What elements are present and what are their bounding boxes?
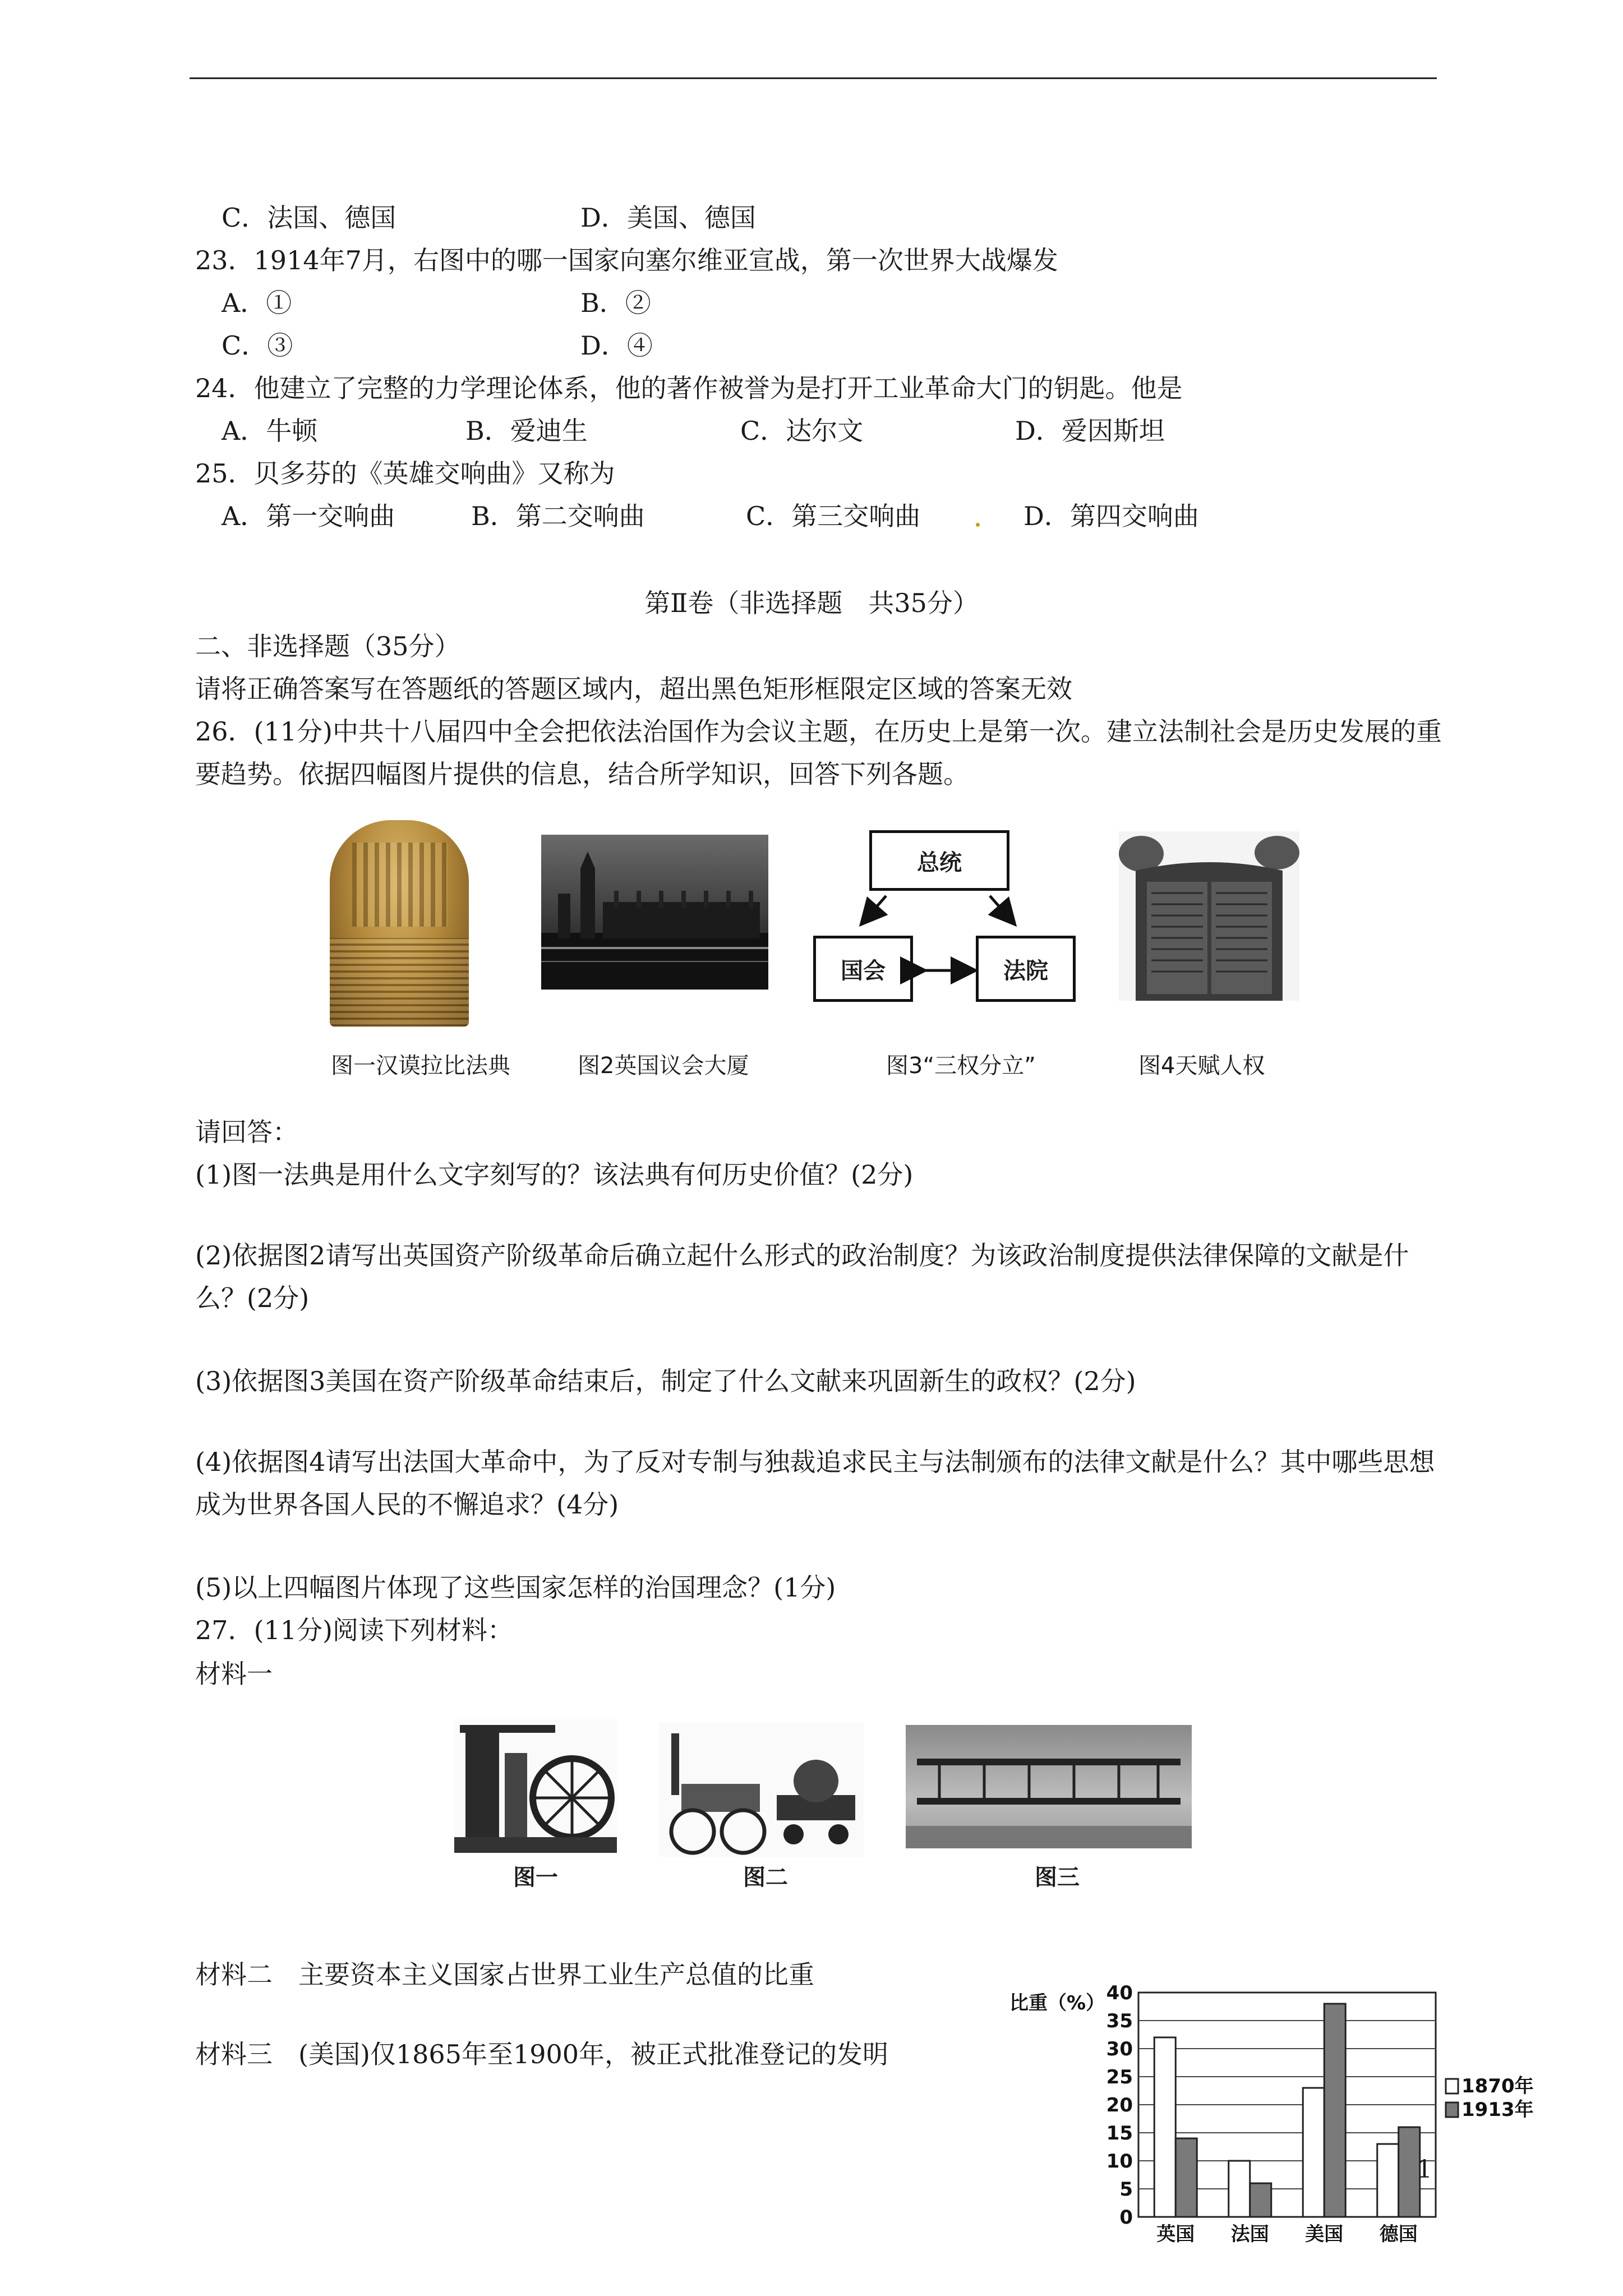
q26-stem: 26．(11分)中共十八届四中全会把依法治国作为会议主题，在历史上是第一次。建立法制社会是历史发展的重要趋势。依据四幅图片提供的信息，结合所学知识，回答下列各题。 [195,716,1442,789]
q26-sub1: (1)图一法典是用什么文字刻写的？该法典有何历史价值？(2分) [195,1159,914,1190]
y-tick-label: 15 [1106,2122,1133,2145]
q23-option-b: B．② [580,288,651,318]
stray-dot [976,523,980,527]
x-tick-label: 美国 [1305,2223,1344,2246]
x-tick-label: 英国 [1156,2223,1195,2246]
parliament-silhouette [541,835,768,990]
bar-0-0 [1154,2037,1175,2217]
q25-option-a: A．第一交响曲 [222,501,395,531]
locomotive-image [659,1722,864,1857]
q23-option-d: D．④ [580,330,653,361]
fig3-caption: 图3“三权分立” [886,1053,1036,1079]
y-tick-label: 40 [1106,1982,1133,2004]
q25-option-b: B．第二交响曲 [471,501,645,531]
q22-option-d: D．美国、德国 [580,203,756,233]
q24-stem: 24．他建立了完整的力学理论体系，他的著作被誉为是打开工业革命大门的钥匙。他是 [195,373,1183,403]
q26-sub2: (2)依据图2请写出英国资产阶级革命后确立起什么形式的政治制度？为该政治制度提供法律保障的文献是什么？(2分) [195,1240,1409,1313]
q27-fig1-caption: 图一 [513,1865,558,1890]
fig2-caption: 图2英国议会大厦 [578,1053,749,1079]
q27-fig2-caption: 图二 [743,1865,788,1890]
bar-0-2 [1303,2088,1324,2217]
rights-of-man-image [1119,831,1299,1001]
legend-label: 1870年 [1461,2075,1534,2097]
bar-1-0 [1175,2138,1197,2217]
q27-material3: 材料三 (美国)仅1865年至1900年，被正式批准登记的发明 [195,2039,889,2069]
fig1-caption: 图一汉谟拉比法典 [331,1053,510,1079]
q26-prompt: 请回答： [195,1117,298,1147]
president-label: 总统 [917,849,962,876]
q26-sub4: (4)依据图4请写出法国大革命中，为了反对专制与独裁追求民主与法制颁布的法律文献是什么？其中哪些思想成为世界各国人民的不懈追求？(4分) [195,1447,1435,1520]
y-tick-label: 0 [1119,2206,1133,2229]
y-tick-label: 10 [1106,2150,1133,2173]
bar-0-3 [1377,2144,1399,2217]
locomotive-drawing [659,1722,864,1857]
q23-stem: 23．1914年7月，右图中的哪一国家向塞尔维亚宣战，第一次世界大战爆发 [195,245,1058,275]
steam-engine-image [454,1719,617,1854]
hammurabi-code-image [330,820,469,1027]
legend-swatch [1446,2102,1458,2117]
part2-heading: 二、非选择题（35分） [195,631,460,661]
q26-sub5: (5)以上四幅图片体现了这些国家怎样的治国理念？(1分) [195,1572,836,1603]
y-axis-label: 比重（%） [1009,1992,1105,2014]
y-tick-label: 25 [1106,2066,1133,2088]
q27-stem: 27．(11分)阅读下列材料： [195,1615,513,1645]
uk-parliament-image [541,835,768,990]
court-label: 法院 [1003,958,1048,984]
y-tick-label: 30 [1106,2038,1133,2060]
q23-option-a: A．① [222,288,292,318]
q25-stem: 25．贝多芬的《英雄交响曲》又称为 [195,458,615,489]
page-number: 1 [1417,2155,1432,2184]
y-tick-label: 20 [1106,2094,1133,2116]
bar-1-1 [1250,2183,1271,2217]
q24-option-c: C．达尔文 [740,416,864,446]
bar-0-1 [1229,2161,1250,2217]
q27-fig3-caption: 图三 [1035,1865,1080,1890]
separation-of-powers-diagram [813,826,1077,1005]
q22-option-c: C．法国、德国 [222,203,396,233]
part2-instruction: 请将正确答案写在答题纸的答题区域内，超出黑色矩形框限定区域的答案无效 [195,674,1072,704]
y-tick-label: 5 [1119,2178,1133,2201]
part2-title: 第Ⅱ卷（非选择题 共35分） [644,588,979,618]
y-tick-label: 35 [1106,2010,1133,2032]
president-box [869,830,1009,891]
q26-sub3: (3)依据图3美国在资产阶级革命结束后，制定了什么文献来巩固新生的政权？(2分) [195,1366,1136,1396]
q24-option-b: B．爱迪生 [465,416,588,446]
court-box [976,936,1076,1002]
fig4-caption: 图4天赋人权 [1138,1053,1265,1079]
x-tick-label: 德国 [1379,2223,1418,2246]
airplane-image [906,1725,1192,1848]
q27-material2: 材料二 主要资本主义国家占世界工业生产总值的比重 [195,1959,814,1990]
legend-label: 1913年 [1461,2099,1534,2121]
steam-engine-drawing [454,1719,617,1854]
legend-swatch [1446,2079,1458,2093]
q27-material1: 材料一 [195,1659,273,1689]
industrial-share-chart [1009,1980,1542,2261]
q25-option-d: D．第四交响曲 [1023,501,1199,531]
declaration-tablets [1119,831,1299,1001]
congress-label: 国会 [841,958,886,984]
q25-option-c: C．第三交响曲 [746,501,921,531]
x-tick-label: 法国 [1230,2223,1269,2246]
q23-option-c: C．③ [222,330,293,361]
chart-svg [1009,1980,1542,2261]
q24-option-a: A．牛顿 [222,416,318,446]
congress-box [813,936,913,1002]
bar-1-2 [1324,2004,1345,2217]
header-rule [190,77,1437,79]
biplane-drawing [906,1725,1192,1848]
q24-option-d: D．爱因斯坦 [1015,416,1165,446]
